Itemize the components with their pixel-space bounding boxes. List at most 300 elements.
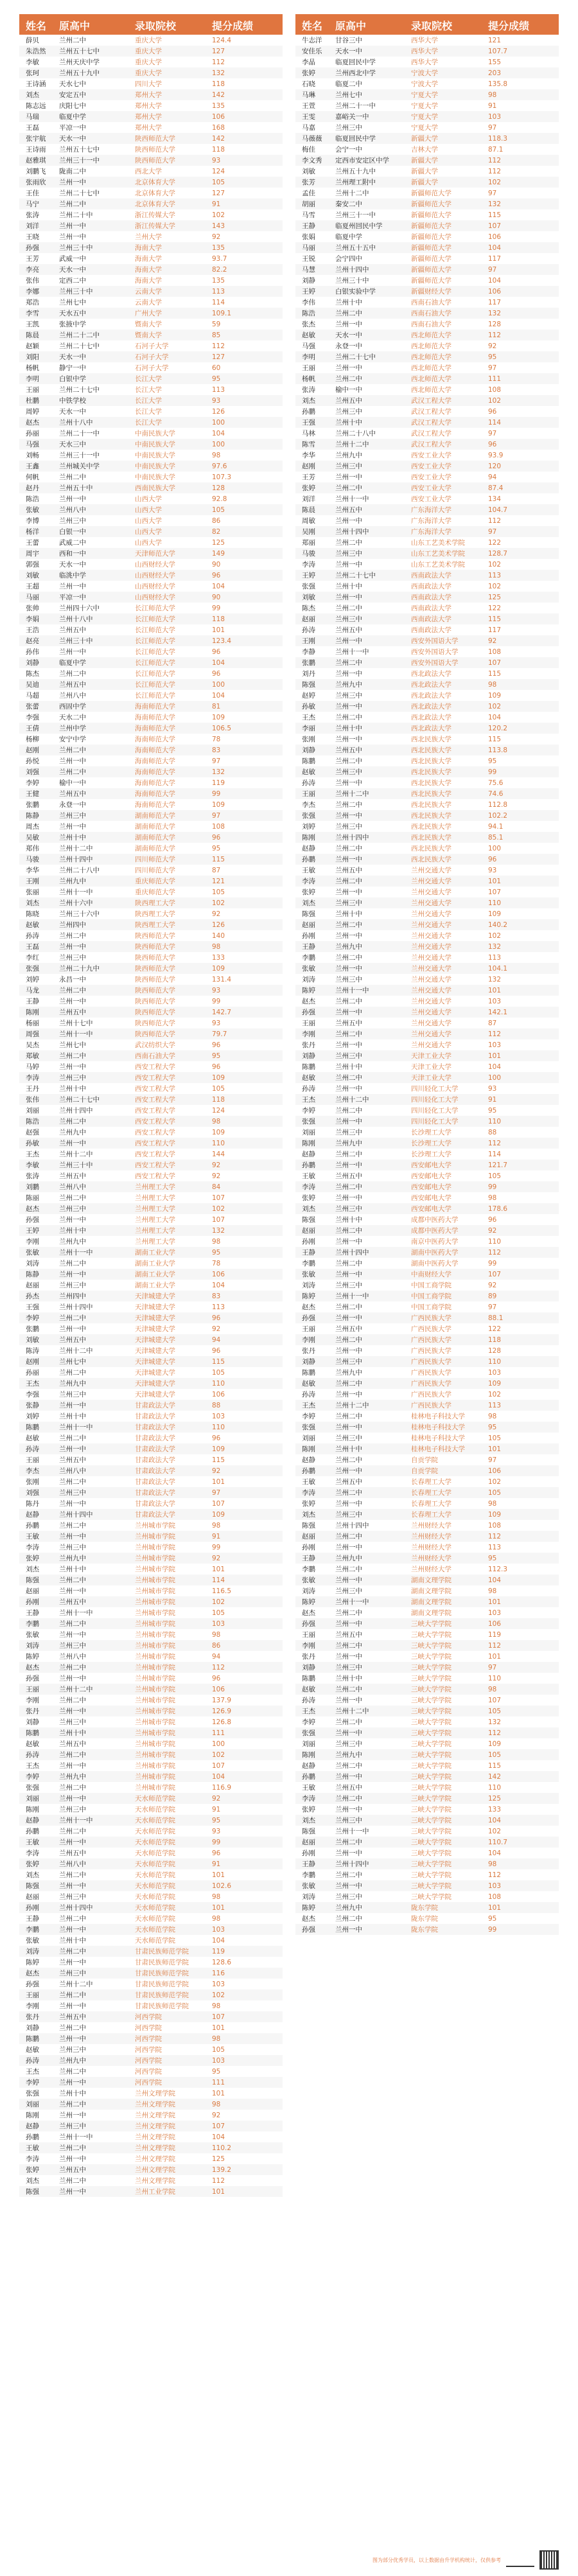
high-school: 兰州三中 xyxy=(59,1642,86,1650)
score-gain: 105 xyxy=(488,1434,502,1442)
admitted-college: 甘肃民族师范学院 xyxy=(135,2002,189,2010)
table-row xyxy=(19,264,283,275)
student-name: 李明 xyxy=(26,375,39,383)
table-row xyxy=(295,1400,559,1411)
student-name: 赵静 xyxy=(302,1762,315,1770)
high-school: 兰州十中 xyxy=(59,834,86,842)
table-row xyxy=(19,144,283,155)
table-row xyxy=(295,996,559,1007)
table-row xyxy=(295,1662,559,1673)
high-school: 兰州一中 xyxy=(59,1445,86,1453)
high-school: 兰州二中 xyxy=(335,998,362,1005)
admitted-college: 西安外国语大学 xyxy=(411,637,459,645)
admitted-college: 西安外国语大学 xyxy=(411,659,459,667)
student-name: 马琳 xyxy=(302,91,315,99)
admitted-college: 河西学院 xyxy=(135,2013,162,2021)
score-gain: 98 xyxy=(488,1587,497,1595)
score-gain: 121 xyxy=(212,877,225,885)
student-name: 王锐 xyxy=(302,255,315,263)
score-gain: 115 xyxy=(212,1456,225,1464)
score-gain: 112 xyxy=(488,1030,502,1038)
admitted-college: 陕西师范大学 xyxy=(135,146,175,154)
table-row xyxy=(19,2033,283,2044)
high-school: 兰州一中 xyxy=(59,1882,86,1890)
score-gain: 119 xyxy=(212,1947,225,1955)
high-school: 兰州二中 xyxy=(59,1478,86,1486)
table-row xyxy=(19,1400,283,1411)
score-gain: 135 xyxy=(212,276,225,285)
student-name: 张敏 xyxy=(26,1631,39,1639)
high-school: 兰州二中 xyxy=(59,746,86,754)
table-row xyxy=(295,78,559,89)
student-name: 牛志洋 xyxy=(302,37,322,44)
admitted-college: 西华大学 xyxy=(411,48,438,55)
high-school: 兰州二中 xyxy=(335,1260,362,1267)
table-row xyxy=(295,1520,559,1531)
admitted-college: 兰州城市学院 xyxy=(135,1620,175,1628)
high-school: 兰州七中 xyxy=(59,1358,86,1366)
high-school: 兰州一中 xyxy=(335,561,362,569)
table-row xyxy=(295,1345,559,1356)
table-row xyxy=(19,2121,283,2131)
student-name: 孙强 xyxy=(26,244,39,252)
admitted-college: 兰州交通大学 xyxy=(411,976,451,984)
admitted-college: 西安工业大学 xyxy=(411,463,451,470)
high-school: 兰州十二中 xyxy=(59,1686,93,1693)
admitted-college: 宁夏大学 xyxy=(411,102,438,110)
score-gain: 140 xyxy=(212,931,225,940)
high-school: 兰州五中 xyxy=(59,681,86,689)
score-gain: 94 xyxy=(212,1652,221,1661)
admitted-college: 陇东学院 xyxy=(411,1915,438,1923)
table-row xyxy=(295,712,559,723)
student-name: 赵杰 xyxy=(26,1970,39,1977)
student-name: 郑浩 xyxy=(26,299,39,306)
table-row xyxy=(19,198,283,209)
admitted-college: 新疆师范大学 xyxy=(411,233,451,241)
student-name: 赵杰 xyxy=(26,419,39,427)
admitted-college: 山西大学 xyxy=(135,495,162,503)
score-gain: 98 xyxy=(488,1194,497,1202)
admitted-college: 长江大学 xyxy=(135,408,162,416)
high-school: 会宁四中 xyxy=(335,255,362,263)
student-name: 赵静 xyxy=(26,1817,39,1824)
student-name: 张婷 xyxy=(302,1500,315,1508)
admitted-college: 兰州理工大学 xyxy=(135,1238,175,1246)
table-row xyxy=(295,1706,559,1716)
high-school: 兰州二中 xyxy=(59,200,86,208)
admitted-college: 四川轻化工大学 xyxy=(411,1118,459,1125)
student-name: 马薇薇 xyxy=(302,135,322,143)
student-name: 王静 xyxy=(302,222,315,230)
table-row xyxy=(19,1487,283,1498)
admitted-college: 三峡大学学院 xyxy=(411,1882,451,1890)
student-name: 刘敏 xyxy=(302,168,315,175)
student-name: 陈鹏 xyxy=(302,757,315,765)
high-school: 兰州十中 xyxy=(335,1216,362,1224)
student-name: 赵杰 xyxy=(302,1609,315,1617)
student-name: 刘强 xyxy=(26,768,39,776)
student-name: 陈鹏 xyxy=(302,1063,315,1071)
student-name: 刘静 xyxy=(26,2024,39,2032)
table-row xyxy=(295,1160,559,1170)
high-school: 嘉峪关一中 xyxy=(335,113,369,121)
high-school: 兰州五中 xyxy=(59,2166,86,2174)
student-name: 张丹 xyxy=(302,1653,315,1661)
score-gain: 96 xyxy=(212,1063,221,1071)
admitted-college: 天水师范学院 xyxy=(135,1937,175,1945)
table-row xyxy=(295,1651,559,1662)
score-gain: 109 xyxy=(212,964,225,973)
table-row xyxy=(295,919,559,930)
admitted-college: 天津城建大学 xyxy=(135,1369,175,1377)
high-school: 兰州八中 xyxy=(59,506,86,514)
student-name: 陈丽 xyxy=(26,1194,39,1202)
high-school: 兰州三中 xyxy=(59,2122,86,2130)
student-name: 何帆 xyxy=(26,473,39,481)
admitted-college: 湖南工业大学 xyxy=(135,1271,175,1278)
table-row xyxy=(19,2131,283,2142)
score-gain: 110 xyxy=(212,1379,225,1388)
high-school: 兰州三中 xyxy=(59,1489,86,1497)
high-school: 兰州十一中 xyxy=(59,1030,93,1038)
admitted-college: 天津城建大学 xyxy=(135,1292,175,1300)
table-row xyxy=(19,1356,283,1367)
admitted-college: 自贡学院 xyxy=(411,1456,438,1464)
high-school: 兰州二十七中 xyxy=(59,386,100,394)
table-row xyxy=(19,78,283,89)
student-name: 赵刚 xyxy=(26,746,39,754)
admitted-college: 天水师范学院 xyxy=(135,1828,175,1835)
admitted-college: 三峡大学学院 xyxy=(411,1762,451,1770)
admitted-college: 广东海洋大学 xyxy=(411,517,451,525)
student-name: 刘涛 xyxy=(26,1642,39,1650)
admitted-college: 长江师范大学 xyxy=(135,681,175,689)
table-row xyxy=(295,1181,559,1192)
score-gain: 133 xyxy=(212,953,225,962)
admitted-college: 甘肃政法大学 xyxy=(135,1413,175,1420)
high-school: 兰州三中 xyxy=(335,1587,362,1595)
admitted-college: 天津城建大学 xyxy=(135,1358,175,1366)
table-row xyxy=(19,1673,283,1684)
student-name: 李刚 xyxy=(302,1030,315,1038)
student-name: 刘洋 xyxy=(26,222,39,230)
student-name: 马强 xyxy=(26,441,39,448)
table-row xyxy=(19,166,283,177)
score-gain: 143 xyxy=(212,222,225,230)
high-school: 兰州一中 xyxy=(59,757,86,765)
high-school: 兰州三中 xyxy=(59,1893,86,1901)
high-school: 兰州一中 xyxy=(335,1347,362,1355)
admitted-college: 广西民族大学 xyxy=(411,1391,451,1398)
score-gain: 111 xyxy=(488,375,502,383)
admitted-college: 三峡大学学院 xyxy=(411,1675,451,1682)
table-row xyxy=(19,887,283,897)
student-name: 吴迪 xyxy=(26,681,39,689)
table-row xyxy=(295,1127,559,1138)
score-gain: 106 xyxy=(488,287,502,296)
score-gain: 105 xyxy=(212,1084,225,1093)
admitted-college: 西安工程大学 xyxy=(135,1151,175,1158)
table-row xyxy=(19,1902,283,1913)
high-school: 榆中一中 xyxy=(59,779,86,787)
student-name: 陈强 xyxy=(26,1576,39,1584)
score-gain: 93 xyxy=(212,156,221,164)
table-row xyxy=(295,406,559,417)
score-gain: 101 xyxy=(488,1903,502,1912)
score-gain: 92 xyxy=(212,1161,221,1169)
high-school: 兰州二中 xyxy=(335,1871,362,1879)
table-row xyxy=(19,1192,283,1203)
high-school: 兰州十一中 xyxy=(59,1424,93,1431)
student-name: 李强 xyxy=(26,714,39,721)
score-gain: 104 xyxy=(488,1576,502,1584)
score-gain: 90 xyxy=(212,560,221,569)
student-name: 王丽 xyxy=(302,1631,315,1639)
admitted-college: 中南财经大学 xyxy=(411,1271,451,1278)
score-gain: 101 xyxy=(488,1652,502,1661)
score-gain: 109 xyxy=(212,713,225,721)
high-school: 兰州一中 xyxy=(335,637,362,645)
student-name: 王杰 xyxy=(302,714,315,721)
score-gain: 118 xyxy=(212,615,225,623)
table-row xyxy=(295,1564,559,1575)
score-gain: 109 xyxy=(212,1445,225,1453)
table-row xyxy=(19,482,283,493)
high-school: 兰州一中 xyxy=(335,812,362,820)
student-name: 张丹 xyxy=(26,1707,39,1715)
table-row xyxy=(295,963,559,974)
high-school: 兰州一中 xyxy=(59,943,86,951)
admitted-college: 西安工业大学 xyxy=(411,484,451,492)
score-gain: 103 xyxy=(212,2056,225,2065)
table-row xyxy=(19,308,283,319)
table-row xyxy=(19,1848,283,1858)
admitted-college: 三峡大学学院 xyxy=(411,1784,451,1792)
admitted-college: 天水师范学院 xyxy=(135,1849,175,1857)
student-name: 王丽 xyxy=(302,1019,315,1027)
student-name: 李鹏 xyxy=(26,1620,39,1628)
high-school: 兰州二中 xyxy=(59,1664,86,1672)
admitted-college: 西北师范大学 xyxy=(411,331,451,339)
admitted-college: 海南师范大学 xyxy=(135,725,175,732)
table-row xyxy=(295,941,559,952)
table-row xyxy=(295,1815,559,1826)
score-gain: 102 xyxy=(212,899,225,907)
score-gain: 83 xyxy=(212,746,221,754)
admitted-college: 陕西师范大学 xyxy=(135,1009,175,1016)
score-gain: 132 xyxy=(212,69,225,77)
score-gain: 107 xyxy=(212,1761,225,1770)
admitted-college: 海南大学 xyxy=(135,266,162,274)
high-school: 天水二中 xyxy=(59,714,86,721)
admitted-college: 湖南工业大学 xyxy=(135,1249,175,1257)
high-school: 兰州八中 xyxy=(59,1860,86,1868)
high-school: 兰州十四中 xyxy=(335,528,369,536)
score-gain: 107 xyxy=(212,2013,225,2021)
admitted-college: 陕西师范大学 xyxy=(135,932,175,940)
admitted-college: 兰州财经大学 xyxy=(411,1544,451,1551)
student-name: 王健 xyxy=(26,790,39,798)
high-school: 天水七中 xyxy=(59,80,86,88)
student-name: 李华 xyxy=(26,867,39,874)
admitted-college: 四川师范大学 xyxy=(135,867,175,874)
high-school: 兰州一中 xyxy=(335,1085,362,1093)
score-gain: 112 xyxy=(488,156,502,164)
table-row xyxy=(295,1203,559,1214)
high-school: 兰州三中 xyxy=(335,1740,362,1748)
score-gain: 98 xyxy=(212,942,221,951)
admitted-college: 武汉工程大学 xyxy=(411,441,451,448)
high-school: 兰州二中 xyxy=(59,1194,86,1202)
student-name: 孙强 xyxy=(302,1009,315,1016)
high-school: 兰州九中 xyxy=(335,681,362,689)
high-school: 兰州九中 xyxy=(59,878,86,885)
student-name: 王丽 xyxy=(302,364,315,372)
admitted-college: 三峡大学学院 xyxy=(411,1729,451,1737)
high-school: 兰州二十一中 xyxy=(335,102,376,110)
admitted-college: 兰州城市学院 xyxy=(135,1718,175,1726)
table-row xyxy=(295,1192,559,1203)
admitted-college: 西安工程大学 xyxy=(135,1107,175,1115)
student-name: 周宇 xyxy=(26,550,39,558)
table-row xyxy=(295,755,559,766)
score-gain: 113 xyxy=(488,571,502,579)
high-school: 兰州十四中 xyxy=(59,1107,93,1115)
table-row xyxy=(295,286,559,297)
high-school: 兰州二中 xyxy=(335,1151,362,1158)
score-gain: 109 xyxy=(212,1128,225,1136)
score-gain: 92 xyxy=(212,1172,221,1180)
student-name: 张强 xyxy=(302,812,315,820)
admitted-college: 兰州交通大学 xyxy=(411,888,451,896)
score-gain: 101 xyxy=(212,1871,225,1879)
score-gain: 100 xyxy=(488,844,502,852)
score-gain: 87 xyxy=(488,1019,497,1027)
table-row xyxy=(295,177,559,188)
admitted-college: 宁夏大学 xyxy=(411,124,438,132)
table-row xyxy=(19,1727,283,1738)
score-gain: 115 xyxy=(212,1357,225,1366)
admitted-college: 长沙理工大学 xyxy=(411,1151,451,1158)
table-row xyxy=(295,1858,559,1869)
table-row xyxy=(295,111,559,122)
score-gain: 115 xyxy=(488,669,502,678)
table-row xyxy=(295,887,559,897)
student-name: 赵静 xyxy=(302,1151,315,1158)
student-name: 陈鹏 xyxy=(302,1675,315,1682)
high-school: 兰州十中 xyxy=(335,419,362,427)
admitted-college: 宁夏大学 xyxy=(411,91,438,99)
score-gain: 97 xyxy=(488,429,497,437)
score-gain: 114 xyxy=(212,298,225,306)
score-gain: 102 xyxy=(212,1204,225,1213)
admitted-college: 兰州城市学院 xyxy=(135,1707,175,1715)
student-name: 石晓 xyxy=(302,80,315,88)
score-gain: 98 xyxy=(212,2034,221,2043)
score-gain: 105 xyxy=(212,2045,225,2054)
admitted-college: 长春理工大学 xyxy=(411,1511,451,1519)
high-school: 兰州四中 xyxy=(59,1292,86,1300)
admitted-college: 山东工艺美术学院 xyxy=(411,561,465,569)
high-school: 兰州十二中 xyxy=(335,1402,369,1409)
admitted-college: 西北民族大学 xyxy=(411,823,451,831)
admitted-college: 海南师范大学 xyxy=(135,746,175,754)
high-school: 兰州一中 xyxy=(59,1140,86,1147)
student-name: 李婷 xyxy=(302,1413,315,1420)
admitted-college: 山西大学 xyxy=(135,506,162,514)
table-row xyxy=(295,690,559,701)
score-gain: 110.7 xyxy=(488,1838,508,1846)
student-name: 王杰 xyxy=(26,1151,39,1158)
high-school: 兰州二中 xyxy=(59,1915,86,1923)
student-name: 孙涛 xyxy=(302,1085,315,1093)
high-school: 兰州十二中 xyxy=(335,1707,369,1715)
high-school: 兰州二中 xyxy=(59,2101,86,2108)
student-name: 陈浩 xyxy=(26,1118,39,1125)
student-name: 李涛 xyxy=(302,878,315,885)
admitted-college: 陕西师范大学 xyxy=(135,954,175,962)
student-name: 陈婷 xyxy=(302,1598,315,1606)
admitted-college: 兰州交通大学 xyxy=(411,1019,451,1027)
high-school: 兰州一中 xyxy=(59,1762,86,1770)
admitted-college: 广西民族大学 xyxy=(411,1325,451,1333)
student-name: 李静 xyxy=(302,648,315,656)
high-school: 兰州一中 xyxy=(335,1271,362,1278)
score-gain: 78 xyxy=(212,735,221,743)
score-gain: 120 xyxy=(488,462,502,470)
table-row xyxy=(295,122,559,133)
student-name: 刘静 xyxy=(302,277,315,285)
score-gain: 96 xyxy=(488,855,497,863)
table-row xyxy=(19,810,283,821)
admitted-college: 河西学院 xyxy=(135,2079,162,2086)
admitted-college: 西北民族大学 xyxy=(411,790,451,798)
score-gain: 104 xyxy=(488,276,502,285)
admitted-college: 湖南师范大学 xyxy=(135,834,175,842)
table-row xyxy=(295,209,559,220)
student-name: 张敏 xyxy=(302,1271,315,1278)
table-row xyxy=(295,657,559,668)
score-gain: 101 xyxy=(212,1903,225,1912)
admitted-college: 西北政法大学 xyxy=(411,692,451,700)
qr-code-icon xyxy=(539,2550,559,2570)
admitted-college: 石河子大学 xyxy=(135,353,169,361)
admitted-college: 天津城建大学 xyxy=(135,1391,175,1398)
student-name: 王倩 xyxy=(26,725,39,732)
admitted-college: 兰州理工大学 xyxy=(135,1194,175,1202)
student-name: 孙杰 xyxy=(26,1292,39,1300)
table-row xyxy=(19,1815,283,1826)
admitted-college: 四川轻化工大学 xyxy=(411,1085,459,1093)
admitted-college: 四川轻化工大学 xyxy=(411,1096,459,1104)
score-gain: 101 xyxy=(212,2089,225,2097)
admitted-college: 新疆师范大学 xyxy=(411,277,451,285)
table-row xyxy=(295,461,559,472)
admitted-college: 西南石油大学 xyxy=(135,1052,175,1060)
admitted-college: 兰州城市学院 xyxy=(135,1587,175,1595)
admitted-college: 甘肃政法大学 xyxy=(135,1424,175,1431)
high-school: 天水一中 xyxy=(59,561,86,569)
high-school: 兰州五中 xyxy=(335,626,362,634)
admitted-college: 甘肃民族师范学院 xyxy=(135,1981,189,1988)
high-school: 兰州一中 xyxy=(335,1009,362,1016)
student-name: 张鹏 xyxy=(302,659,315,667)
admitted-college: 天津工业大学 xyxy=(411,1052,451,1060)
table-row xyxy=(19,1334,283,1345)
student-name: 李雪 xyxy=(26,310,39,317)
student-name: 赵亮 xyxy=(26,637,39,645)
